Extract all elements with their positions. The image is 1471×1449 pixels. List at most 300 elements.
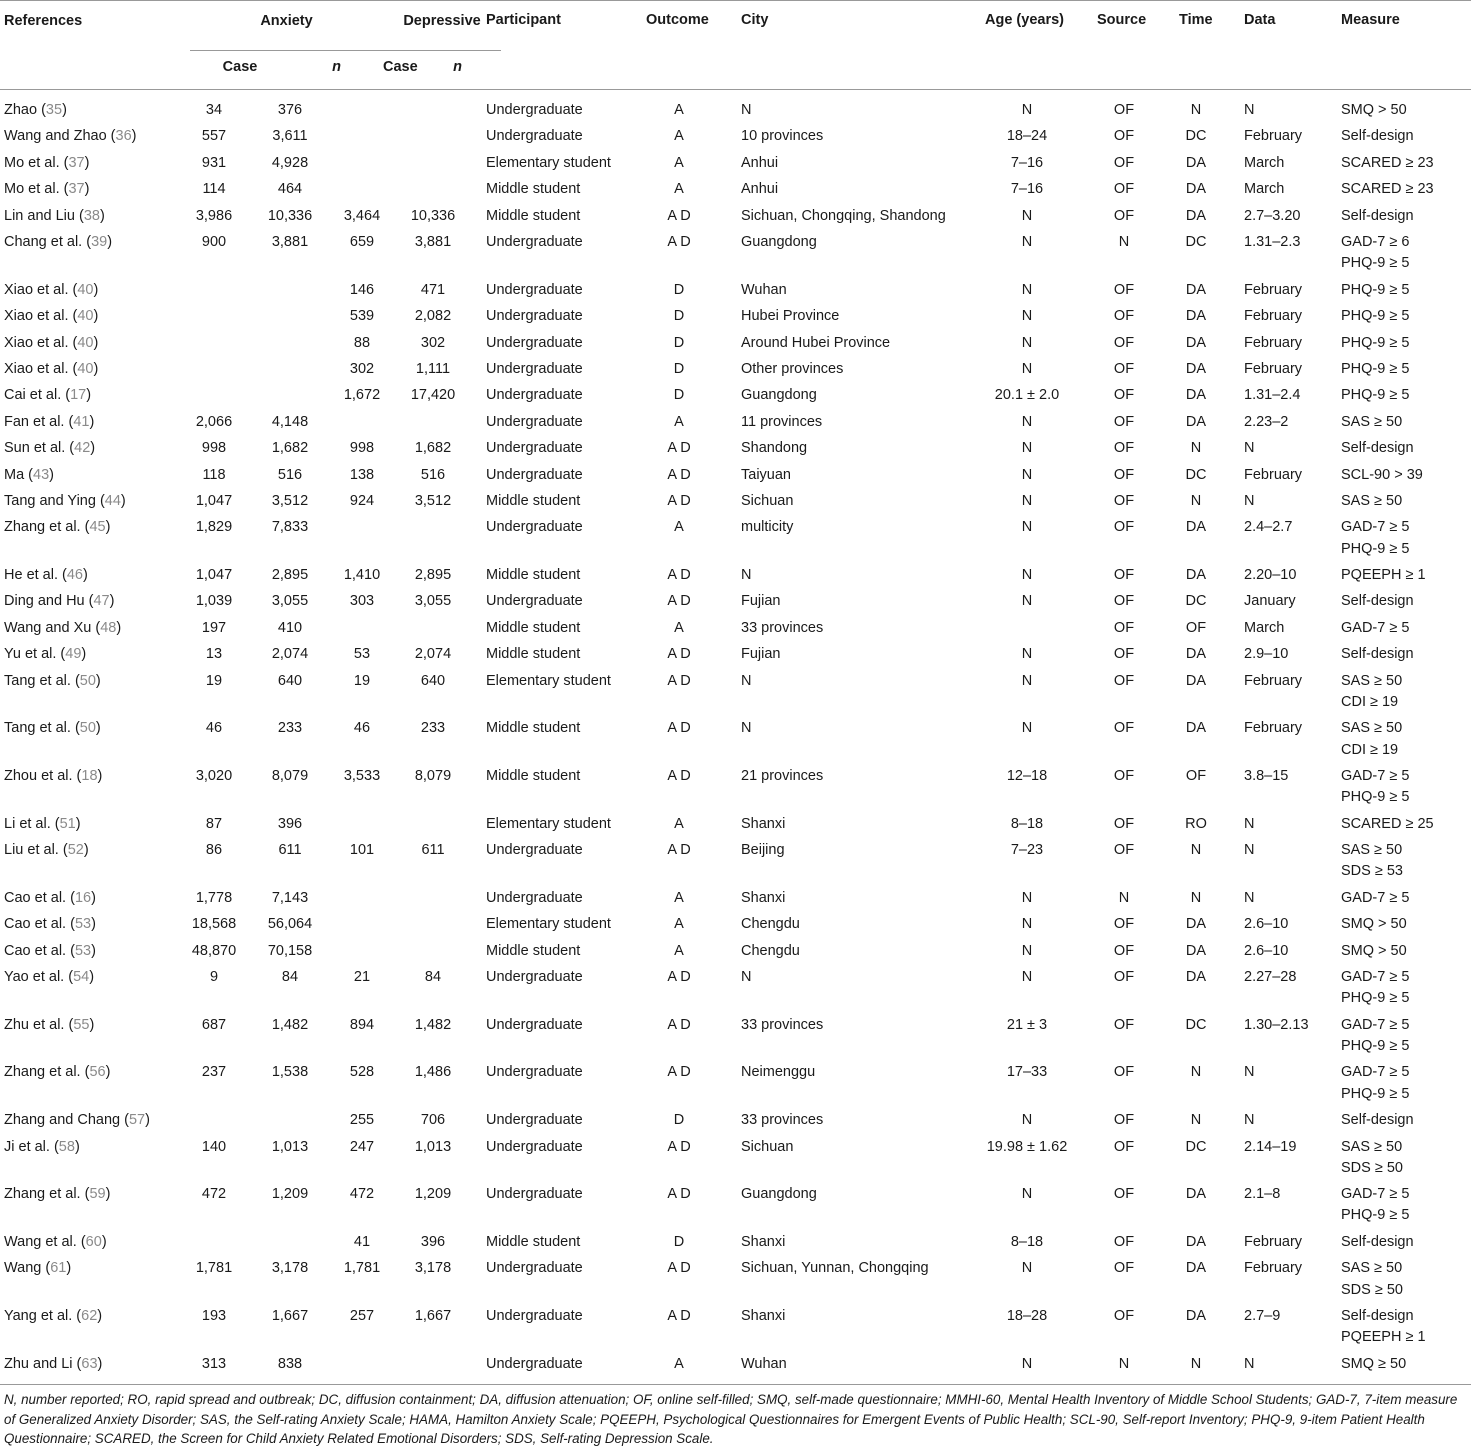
cell-dc: 3,533 <box>343 768 381 784</box>
table-row <box>0 232 1471 280</box>
measure-line: SCARED ≥ 25 <box>1341 815 1434 832</box>
cell-dn: 8,079 <box>414 768 452 784</box>
table-row <box>0 565 1471 591</box>
cell-src: OF <box>1113 360 1135 377</box>
table-row <box>0 179 1471 205</box>
cell-age: N <box>1021 1186 1033 1203</box>
cell-data: N <box>1244 1112 1255 1129</box>
measure-line: Self-design <box>1341 593 1414 610</box>
cell-part: Elementary student <box>486 916 611 933</box>
reference-author: Zhao <box>4 102 38 118</box>
cell-ac: 1,039 <box>195 593 233 610</box>
cell-measure <box>1341 644 1414 665</box>
cell-an: 10,336 <box>267 207 313 224</box>
cell-reference: Tang et al. (50) <box>4 672 101 689</box>
cell-ac: 86 <box>205 842 223 859</box>
measure-line: Self-design <box>1341 128 1414 145</box>
cell-city: 21 provinces <box>741 768 824 784</box>
cell-time: N <box>1190 889 1202 906</box>
table-row <box>0 153 1471 179</box>
reference-author: Zhang et al. <box>4 1064 81 1081</box>
cell-data: January <box>1244 593 1296 610</box>
cell-time: N <box>1190 1064 1202 1081</box>
cell-time: N <box>1190 1112 1202 1129</box>
cell-data: N <box>1244 1064 1255 1081</box>
cell-reference: Mo et al. (37) <box>4 154 90 171</box>
cell-an: 2,895 <box>271 567 309 583</box>
cell-measure <box>1341 718 1402 761</box>
cell-reference: Zhao (35) <box>4 102 67 118</box>
reference-author: Tang et al. <box>4 720 71 737</box>
reference-author: Zhang and Chang <box>4 1112 121 1129</box>
table-row <box>0 206 1471 232</box>
cell-city: N <box>741 969 752 985</box>
reference-author: Zhu and Li <box>4 1355 73 1372</box>
cell-reference: Tang and Ying (44) <box>4 492 126 509</box>
cell-data: 2.23–2 <box>1244 413 1289 430</box>
cell-time: DA <box>1185 334 1207 351</box>
cell-city: Shanxi <box>741 889 786 906</box>
reference-number-link[interactable]: 40 <box>77 360 94 377</box>
header-outcome: Outcome <box>646 12 709 28</box>
cell-measure <box>1341 1110 1414 1131</box>
cell-reference: Xiao et al. (40) <box>4 360 99 377</box>
reference-number-link[interactable]: 63 <box>81 1355 98 1372</box>
cell-city: Beijing <box>741 842 785 859</box>
cell-dc: 138 <box>349 466 375 483</box>
cell-dn: 471 <box>420 281 446 298</box>
cell-measure <box>1341 179 1434 200</box>
measure-line: SMQ > 50 <box>1341 942 1407 959</box>
cell-reference: Xiao et al. (40) <box>4 308 99 325</box>
reference-number-link[interactable]: 18 <box>81 768 98 784</box>
cell-reference: Zhang et al. (45) <box>4 519 111 536</box>
cell-time: DA <box>1185 1233 1207 1250</box>
reference-number-link[interactable]: 52 <box>67 842 84 859</box>
reference-author: Yang et al. <box>4 1308 73 1324</box>
cell-reference: Yang et al. (62) <box>4 1308 103 1324</box>
cell-dn: 2,074 <box>414 646 452 663</box>
cell-dc: 101 <box>349 842 375 859</box>
cell-dc: 1,672 <box>343 387 381 404</box>
cell-dc: 472 <box>349 1186 375 1203</box>
cell-data: N <box>1244 842 1255 859</box>
cell-ac: 114 <box>202 181 226 198</box>
measure-line: CDI ≥ 19 <box>1341 693 1399 710</box>
cell-dn: 611 <box>421 842 445 859</box>
cell-dn: 3,512 <box>414 492 452 509</box>
measure-line: Self-design <box>1341 1233 1414 1250</box>
reference-author: Wang <box>4 1260 42 1277</box>
cell-reference: Cao et al. (53) <box>4 942 96 959</box>
cell-part: Middle student <box>486 1233 581 1250</box>
cell-part: Undergraduate <box>486 387 583 404</box>
cell-measure <box>1341 412 1402 433</box>
header-anxiety-case: Case <box>190 51 290 90</box>
cell-city: Sichuan <box>741 492 794 509</box>
reference-number-link[interactable]: 39 <box>91 234 108 250</box>
cell-ac: 1,778 <box>195 889 233 906</box>
cell-time: DA <box>1185 308 1207 325</box>
header-source: Source <box>1097 12 1147 28</box>
cell-measure <box>1341 941 1407 962</box>
cell-src: OF <box>1113 466 1135 483</box>
cell-dc: 302 <box>349 360 375 377</box>
cell-out: A D <box>667 720 691 737</box>
cell-measure <box>1341 517 1409 560</box>
cell-time: DA <box>1185 1186 1207 1203</box>
cell-src: OF <box>1113 1308 1135 1324</box>
reference-author: Wang and Xu <box>4 619 92 636</box>
header-participant-label: Participant <box>486 12 561 28</box>
table-row <box>0 644 1471 670</box>
cell-src: OF <box>1113 207 1135 224</box>
cell-dn: 1,013 <box>414 1138 452 1155</box>
measure-line: PHQ-9 ≥ 5 <box>1341 334 1410 351</box>
header-age: Age (years) <box>985 12 1064 28</box>
cell-part: Undergraduate <box>486 969 583 985</box>
table-row <box>0 967 1471 1015</box>
cell-an: 838 <box>277 1355 303 1372</box>
cell-time: N <box>1190 492 1202 509</box>
cell-dn: 640 <box>420 672 446 689</box>
cell-src: OF <box>1113 619 1135 636</box>
reference-number-link[interactable]: 16 <box>74 889 92 906</box>
cell-data: N <box>1244 889 1255 906</box>
cell-data: February <box>1244 334 1303 351</box>
cell-out: A <box>674 815 684 832</box>
reference-author: Zhang et al. <box>4 519 81 536</box>
cell-measure <box>1341 1306 1426 1349</box>
measure-line: SMQ > 50 <box>1341 916 1407 933</box>
reference-number-link[interactable]: 37 <box>68 154 85 171</box>
cell-reference: Xiao et al. (40) <box>4 281 99 298</box>
table-row <box>0 517 1471 565</box>
reference-number-link[interactable]: 56 <box>89 1064 106 1081</box>
cell-dn: 2,082 <box>414 308 452 325</box>
cell-data: 2.14–19 <box>1244 1138 1297 1155</box>
measure-line: SCARED ≥ 23 <box>1341 154 1434 171</box>
reference-author: Ji et al. <box>4 1138 50 1155</box>
reference-number-link[interactable]: 40 <box>77 334 94 351</box>
cell-reference: Wang (61) <box>4 1260 72 1277</box>
cell-reference: Ji et al. (58) <box>4 1138 80 1155</box>
cell-age: N <box>1021 969 1033 985</box>
cell-ac: 557 <box>201 128 227 145</box>
measure-line: GAD-7 ≥ 5 <box>1341 1186 1410 1203</box>
cell-part: Undergraduate <box>486 334 583 351</box>
cell-measure <box>1341 359 1409 380</box>
cell-ac: 3,986 <box>195 207 233 224</box>
cell-time: DA <box>1185 1308 1207 1324</box>
reference-author: Cao et al. <box>4 942 67 959</box>
measure-line: PHQ-9 ≥ 5 <box>1341 990 1410 1007</box>
cell-out: A <box>674 1355 684 1372</box>
table-row <box>0 126 1471 152</box>
cell-data: N <box>1244 815 1255 832</box>
cell-age: N <box>1021 593 1033 610</box>
cell-city: Around Hubei Province <box>741 334 891 351</box>
cell-city: N <box>741 102 752 118</box>
cell-part: Elementary student <box>486 154 611 171</box>
table-row <box>0 412 1471 438</box>
cell-part: Undergraduate <box>486 440 583 457</box>
cell-out: D <box>673 1112 685 1129</box>
cell-an: 376 <box>277 102 303 118</box>
reference-number-link[interactable]: 60 <box>85 1233 102 1250</box>
cell-dn: 396 <box>420 1233 446 1250</box>
measure-line: SDS ≥ 53 <box>1341 863 1403 880</box>
measure-line: PQEEPH ≥ 1 <box>1341 1329 1426 1346</box>
cell-out: A <box>674 102 684 118</box>
reference-author: Zhu et al. <box>4 1016 65 1033</box>
table-row <box>0 1354 1471 1380</box>
measure-line: PHQ-9 ≥ 5 <box>1341 281 1410 298</box>
cell-city: Taiyuan <box>741 466 791 483</box>
header-references: References <box>4 13 83 29</box>
cell-ac: 197 <box>201 619 227 636</box>
reference-author: Tang et al. <box>4 672 71 689</box>
cell-src: OF <box>1113 281 1135 298</box>
cell-out: A <box>674 128 684 145</box>
measure-line: SDS ≥ 50 <box>1341 1159 1403 1176</box>
cell-data: 2.6–10 <box>1244 916 1289 933</box>
table-row <box>0 766 1471 814</box>
measure-line: SAS ≥ 50 <box>1341 1260 1403 1277</box>
cell-age: N <box>1021 102 1033 118</box>
cell-age: 7–23 <box>1010 842 1044 859</box>
cell-reference: Zhang et al. (56) <box>4 1064 111 1081</box>
cell-ac: 48,870 <box>191 942 237 959</box>
cell-src: OF <box>1113 334 1135 351</box>
cell-ac: 13 <box>205 646 223 663</box>
cell-city: N <box>741 720 752 737</box>
table-row <box>0 1306 1471 1354</box>
cell-out: D <box>673 308 685 325</box>
reference-author: Ma <box>4 466 25 483</box>
reference-number-link[interactable]: 53 <box>74 942 92 959</box>
cell-age: 21 ± 3 <box>1006 1016 1048 1033</box>
cell-data: 1.30–2.13 <box>1244 1016 1309 1033</box>
cell-age: N <box>1021 334 1033 351</box>
header-city: City <box>741 12 769 28</box>
cell-city: 10 provinces <box>741 128 824 145</box>
reference-number-link[interactable]: 45 <box>89 519 106 536</box>
cell-dc: 46 <box>353 720 371 737</box>
cell-src: OF <box>1113 942 1135 959</box>
cell-ac: 1,781 <box>195 1260 233 1277</box>
cell-measure <box>1341 438 1414 459</box>
cell-city: Guangdong <box>741 1186 817 1203</box>
cell-part: Elementary student <box>486 672 611 689</box>
reference-number-link[interactable]: 40 <box>77 308 94 325</box>
cell-out: D <box>673 360 685 377</box>
reference-number-link[interactable]: 54 <box>73 969 90 985</box>
cell-out: A D <box>667 768 691 784</box>
measure-line: PHQ-9 ≥ 5 <box>1341 255 1410 272</box>
cell-data: 3.8–15 <box>1244 768 1289 784</box>
measure-line: PHQ-9 ≥ 5 <box>1341 540 1410 557</box>
cell-out: A <box>674 619 684 636</box>
cell-src: OF <box>1113 181 1135 198</box>
reference-number-link[interactable]: 37 <box>68 181 85 198</box>
cell-age: N <box>1021 889 1033 906</box>
cell-measure <box>1341 1258 1403 1301</box>
reference-number-link[interactable]: 42 <box>74 440 91 457</box>
cell-city: Fujian <box>741 646 781 663</box>
cell-measure <box>1341 967 1409 1010</box>
cell-part: Undergraduate <box>486 593 583 610</box>
cell-age: N <box>1021 519 1033 536</box>
table-row <box>0 438 1471 464</box>
cell-part: Undergraduate <box>486 1064 583 1081</box>
cell-ac: 931 <box>201 154 227 171</box>
cell-city: Wuhan <box>741 281 787 298</box>
table-row <box>0 359 1471 385</box>
cell-dn: 706 <box>420 1112 446 1129</box>
cell-time: DC <box>1185 1016 1207 1033</box>
reference-number-link[interactable]: 17 <box>70 387 87 404</box>
cell-src: OF <box>1113 672 1135 689</box>
reference-number-link[interactable]: 50 <box>79 720 96 737</box>
cell-age: 18–24 <box>1006 128 1048 145</box>
cell-part: Undergraduate <box>486 1186 583 1203</box>
cell-dc: 53 <box>353 646 371 663</box>
reference-number-link[interactable]: 43 <box>33 466 50 483</box>
table-row <box>0 465 1471 491</box>
table-row <box>0 888 1471 914</box>
cell-src: OF <box>1113 128 1135 145</box>
reference-author: Wang and Zhao <box>4 128 107 145</box>
cell-dn: 1,486 <box>414 1064 452 1081</box>
cell-city: Wuhan <box>741 1355 787 1372</box>
cell-age: N <box>1021 672 1033 689</box>
cell-time: DA <box>1185 567 1207 583</box>
reference-author: Mo et al. <box>4 181 60 198</box>
cell-ac: 237 <box>201 1064 227 1081</box>
reference-number-link[interactable]: 59 <box>89 1186 106 1203</box>
reference-number-link[interactable]: 62 <box>81 1308 98 1324</box>
cell-age: 19.98 ± 1.62 <box>986 1138 1068 1155</box>
cell-time: DA <box>1185 646 1207 663</box>
cell-part: Middle student <box>486 207 581 224</box>
reference-number-link[interactable]: 44 <box>104 492 121 509</box>
cell-src: OF <box>1113 720 1135 737</box>
reference-number-link[interactable]: 49 <box>65 646 82 663</box>
header-time: Time <box>1179 12 1213 28</box>
cell-city: 33 provinces <box>741 1112 824 1129</box>
reference-number-link[interactable]: 41 <box>73 413 90 430</box>
table-row <box>0 671 1471 719</box>
reference-number-link[interactable]: 61 <box>50 1260 67 1277</box>
measure-line: PQEEPH ≥ 1 <box>1341 567 1426 583</box>
cell-age: 12–18 <box>1006 768 1048 784</box>
reference-number-link[interactable]: 48 <box>100 619 117 636</box>
measure-line: SAS ≥ 50 <box>1341 413 1403 430</box>
cell-age: 17–33 <box>1006 1064 1048 1081</box>
reference-number-link[interactable]: 53 <box>74 916 92 933</box>
cell-an: 1,013 <box>271 1138 309 1155</box>
measure-line: GAD-7 ≥ 5 <box>1341 1016 1410 1033</box>
cell-city: Other provinces <box>741 360 844 377</box>
reference-number-link[interactable]: 57 <box>128 1112 146 1129</box>
cell-measure <box>1341 914 1407 935</box>
cell-dc: 19 <box>353 672 371 689</box>
measure-line: GAD-7 ≥ 5 <box>1341 768 1410 784</box>
reference-number-link[interactable]: 38 <box>83 207 100 224</box>
cell-ac: 19 <box>205 672 223 689</box>
cell-city: Shanxi <box>741 1233 786 1250</box>
cell-age: N <box>1021 942 1033 959</box>
measure-line: PHQ-9 ≥ 5 <box>1341 308 1410 325</box>
cell-age: N <box>1021 308 1033 325</box>
cell-an: 396 <box>277 815 303 832</box>
cell-age: N <box>1021 720 1033 737</box>
reference-number-link[interactable]: 40 <box>77 281 94 298</box>
cell-dc: 998 <box>349 440 375 457</box>
cell-reference: Fan et al. (41) <box>4 413 95 430</box>
cell-data: N <box>1244 1355 1255 1372</box>
table-row <box>0 941 1471 967</box>
cell-dn: 1,682 <box>414 440 452 457</box>
cell-reference: Liu et al. (52) <box>4 842 89 859</box>
cell-reference: Yao et al. (54) <box>4 969 95 985</box>
cell-city: Anhui <box>741 181 779 198</box>
cell-an: 1,682 <box>271 440 309 457</box>
cell-time: DA <box>1185 281 1207 298</box>
cell-part: Undergraduate <box>486 308 583 325</box>
cell-age: N <box>1021 281 1033 298</box>
header-measure: Measure <box>1341 12 1400 28</box>
cell-an: 7,143 <box>271 889 309 906</box>
cell-out: A D <box>667 593 691 610</box>
cell-src: OF <box>1113 1138 1135 1155</box>
reference-number-link[interactable]: 55 <box>73 1016 90 1033</box>
reference-author: Mo et al. <box>4 154 60 171</box>
cell-out: A D <box>667 1064 691 1081</box>
cell-out: D <box>673 1233 685 1250</box>
reference-author: Sun et al. <box>4 440 66 457</box>
cell-out: A <box>674 519 684 536</box>
reference-author: Lin and Liu <box>4 207 75 224</box>
table-footnote: N, number reported; RO, rapid spread and outbreak; DC, diffusion containment; DA, diffusion attenuation; OF, online self-filled; SMQ, self-made questionnaire; MMHI-60, Mental Health Inventory of Middle School Students; GAD-7, 7-item measure of Generalized Anxiety Disorder; SAS, the Self-rating Anxiety Scale; HAMA, Hamilton Anxiety Scale; PQEEPH, Psychological Questionnaires for Emergent Events of Public Health; SCL-90, Self-report Inventory; PHQ-9, 9-item Patient Health Questionnaire; SCARED, the Screen for Child Anxiety Related Emotional Disorders; SDS, Self-rating Depression Scale. <box>4 1392 1458 1447</box>
reference-number-link[interactable]: 36 <box>115 128 132 145</box>
cell-dc: 247 <box>349 1138 375 1155</box>
cell-out: A D <box>667 1186 691 1203</box>
cell-city: Sichuan, Yunnan, Chongqing <box>741 1260 929 1277</box>
cell-city: 33 provinces <box>741 619 824 636</box>
cell-time: N <box>1190 102 1202 118</box>
cell-an: 70,158 <box>267 942 313 959</box>
cell-data: 2.4–2.7 <box>1244 519 1293 536</box>
cell-measure <box>1341 385 1409 406</box>
reference-author: Yu et al. <box>4 646 57 663</box>
cell-ac: 687 <box>201 1016 227 1033</box>
reference-number-link[interactable]: 35 <box>45 102 63 118</box>
cell-src: OF <box>1113 492 1135 509</box>
reference-number-link[interactable]: 51 <box>59 815 76 832</box>
reference-number-link[interactable]: 46 <box>66 567 83 583</box>
reference-number-link[interactable]: 47 <box>93 593 110 610</box>
cell-data: February <box>1244 1260 1303 1277</box>
cell-src: OF <box>1113 1260 1135 1277</box>
cell-out: A D <box>667 672 691 689</box>
reference-number-link[interactable]: 50 <box>79 672 96 689</box>
cell-data: 1.31–2.3 <box>1244 234 1301 250</box>
cell-out: A D <box>667 1016 691 1033</box>
reference-number-link[interactable]: 58 <box>58 1138 75 1155</box>
cell-time: DC <box>1185 234 1207 250</box>
